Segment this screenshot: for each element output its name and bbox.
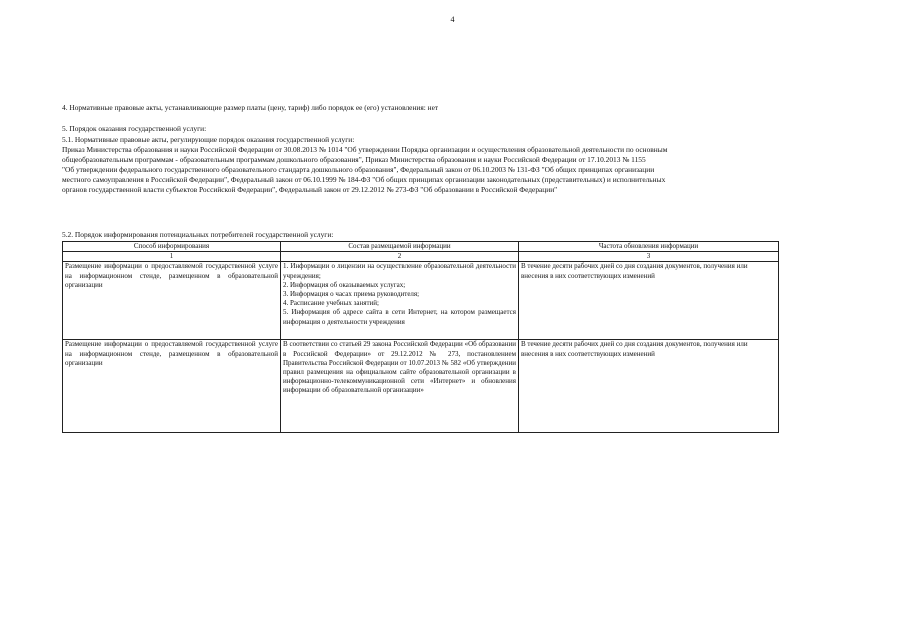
content-item: 3. Информация о часах приема руководителя; (283, 290, 420, 299)
information-table (62, 241, 779, 433)
table-header-row (63, 242, 779, 252)
regulatory-acts-line: органов государственной власти субъектов Российской Федерации", Федеральный закон от 29.12.2012 № 273-ФЗ "Об образовании в Российской Федерации" (62, 185, 558, 194)
page-number: 4 (450, 15, 455, 24)
table-row (63, 340, 779, 433)
table-row (63, 262, 779, 340)
regulatory-acts-line: общеобразовательным программам - образовательным программам дошкольного образования", Приказ Министерства образования и науки Российской Федерации от 17.10.2013 № 1155 (62, 155, 646, 164)
cell-method: Размещение информации о предоставляемой государственной услуге на информационном стенде, размещенном в образовательной организации (63, 262, 281, 340)
regulatory-acts-line: Приказ Министерства образования и науки Российской Федерации от 30.08.2013 № 1014 "Об утверждении Порядка организации и осуществления образовательной деятельности по основным (62, 145, 668, 154)
section-5-title: 5. Порядок оказания государственной услуги: (62, 124, 207, 133)
section-4-text: 4. Нормативные правовые акты, устанавливающие размер платы (цену, тариф) либо порядок ее (его) установления: нет (62, 103, 439, 112)
cell-method: Размещение информации о предоставляемой государственной услуге на информационном стенде, размещенном в образовательной организации (63, 340, 281, 433)
header-frequency: Частота обновления информации (519, 242, 779, 252)
content-item: 4. Расписание учебных занятий; (283, 299, 379, 308)
regulatory-acts-paragraph (62, 145, 778, 195)
header-content: Состав размещаемой информации (281, 242, 519, 252)
column-number: 2 (281, 252, 519, 262)
regulatory-acts-line: "Об утверждении федерального государственного образовательного стандарта дошкольного образования", Федеральный закон от 06.10.2003 № 131-ФЗ "Об общих принципах организации (62, 165, 655, 174)
section-5-1-title: 5.1. Нормативные правовые акты, регулирующие порядок оказания государственной услуги: (62, 135, 355, 144)
cell-frequency: В течение десяти рабочих дней со дня создания документов, получения или внесения в них соответствующих изменений (519, 262, 779, 340)
cell-frequency: В течение десяти рабочих дней со дня создания документов, получения или внесения в них соответствующих изменений (519, 340, 779, 433)
content-item: В соответствии со статьей 29 закона Российской Федерации «Об образовании в Российской Федерации» от 29.12.2012 № 273, постановлением Правительства Российской Федерации от 10.07.2013 № 582 «Об утверждении правил размещения на официальном сайте образовательной организации в информационно-телекоммуникационной сети «Интернет» и обновления информации об образовательной организации» (283, 340, 516, 395)
cell-content (281, 262, 519, 340)
table-column-numbers-row (63, 252, 779, 262)
regulatory-acts-line: местного самоуправления в Российской Федерации", Федеральный закон от 06.10.1999 № 184-ФЗ "Об общих принципах организации законодательных (представительных) и исполнительных (62, 175, 666, 184)
section-5-2-title: 5.2. Порядок информирования потенциальных потребителей государственной услуги: (62, 230, 334, 239)
content-item: 1. Информации о лицензии на осуществление образовательной деятельности учреждения; (283, 262, 516, 280)
column-number: 3 (519, 252, 779, 262)
content-item: 5. Информация об адресе сайта в сети Интернет, на котором размещается информация о деятельности учреждения (283, 308, 516, 326)
column-number: 1 (63, 252, 281, 262)
content-item: 2. Информация об оказываемых услугах; (283, 280, 406, 289)
cell-content (281, 340, 519, 433)
header-method: Способ информирования (63, 242, 281, 252)
